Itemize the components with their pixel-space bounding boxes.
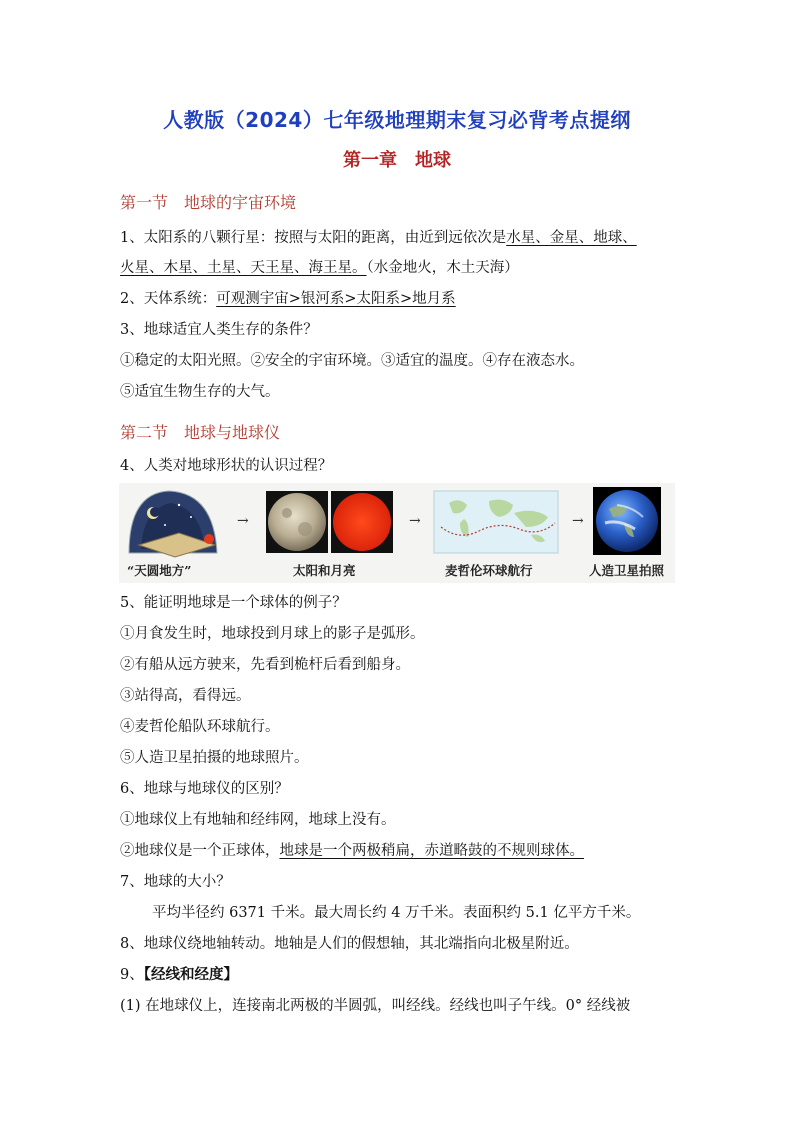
arrow-1: → [237, 513, 249, 529]
q6-answer-2-prefix: ②地球仪是一个正球体， [120, 843, 280, 859]
chapter-heading: 第一章 地球 [343, 150, 451, 171]
q2-line [120, 289, 456, 309]
section-heading-2: 第二节 地球与地球仪 [120, 423, 281, 442]
q2-underline: 可观测宇宙>银河系>太阳系>地月系 [216, 291, 456, 307]
q3-answer-1: ①稳定的太阳光照。②安全的宇宙环境。③适宜的温度。④存在液态水。 [120, 353, 584, 369]
q9-heading [120, 965, 238, 985]
arrow-2: → [409, 513, 421, 529]
q5-item-1: ①月食发生时，地球投到月球上的影子是弧形。 [120, 626, 425, 642]
q1-underline-1: 水星、金星、地球、 [506, 230, 637, 246]
caption-satellite: 人造卫星拍照 [589, 563, 665, 578]
q5-item-5: ⑤人造卫星拍摄的地球照片。 [120, 750, 309, 766]
earth-shape-figure [119, 483, 675, 583]
page-title: 人教版（2024）七年级地理期末复习必背考点提纲 [163, 108, 631, 132]
arrow-3: → [572, 513, 584, 529]
q5-question: 5、能证明地球是一个球体的例子？ [120, 595, 347, 611]
caption-heaven-round: “天圆地方” [127, 563, 192, 578]
q8-line: 8、地球仪绕地轴转动。地轴是人们的假想轴，其北端指向北极星附近。 [120, 936, 579, 952]
caption-sun-moon: 太阳和月亮 [293, 563, 356, 578]
q4-question: 4、人类对地球形状的认识过程？ [120, 458, 333, 474]
q7-question: 7、地球的大小？ [120, 874, 231, 890]
q6-answer-1: ①地球仪上有地轴和经纬网，地球上没有。 [120, 812, 396, 828]
section-heading-1: 第一节 地球的宇宙环境 [120, 193, 297, 212]
heaven-round-earth-square-image [129, 491, 217, 557]
q1-line-1 [120, 228, 637, 248]
q1-prefix: 1、太阳系的八颗行星：按照与太阳的距离，由近到远依次是 [120, 230, 507, 246]
q6-answer-2 [120, 841, 584, 861]
q5-item-3: ③站得高，看得远。 [120, 688, 251, 704]
q1-line-2 [120, 258, 519, 278]
q3-question: 3、地球适宜人类生存的条件？ [120, 322, 318, 338]
satellite-earth-photo-image [593, 487, 661, 555]
q2-prefix: 2、天体系统： [120, 291, 217, 307]
magellan-voyage-map-image [434, 491, 558, 553]
q1-tail: （水金地火，木土天海） [366, 260, 519, 276]
q5-item-4: ④麦哲伦船队环球航行。 [120, 719, 280, 735]
sun-and-moon-image [266, 491, 393, 553]
q3-answer-2: ⑤适宜生物生存的大气。 [120, 384, 280, 400]
q7-answer: 平均半径约 6371 千米。最大周长约 4 万千米。表面积约 5.1 亿平方千米。 [152, 905, 641, 921]
q6-question: 6、地球与地球仪的区别？ [120, 781, 289, 797]
q5-item-2: ②有船从远方驶来，先看到桅杆后看到船身。 [120, 657, 410, 673]
q9-1-line: (1) 在地球仪上，连接南北两极的半圆弧，叫经线。经线也叫子午线。0° 经线被 [120, 998, 631, 1014]
caption-magellan: 麦哲伦环球航行 [445, 563, 533, 578]
q1-underline-2: 火星、木星、土星、天王星、海王星。 [120, 260, 367, 276]
q6-answer-2-underline: 地球是一个两极稍扁，赤道略鼓的不规则球体。 [279, 843, 584, 859]
q9-number: 9、 [120, 967, 144, 983]
q9-bold-title: 【经线和经度】 [143, 966, 238, 983]
